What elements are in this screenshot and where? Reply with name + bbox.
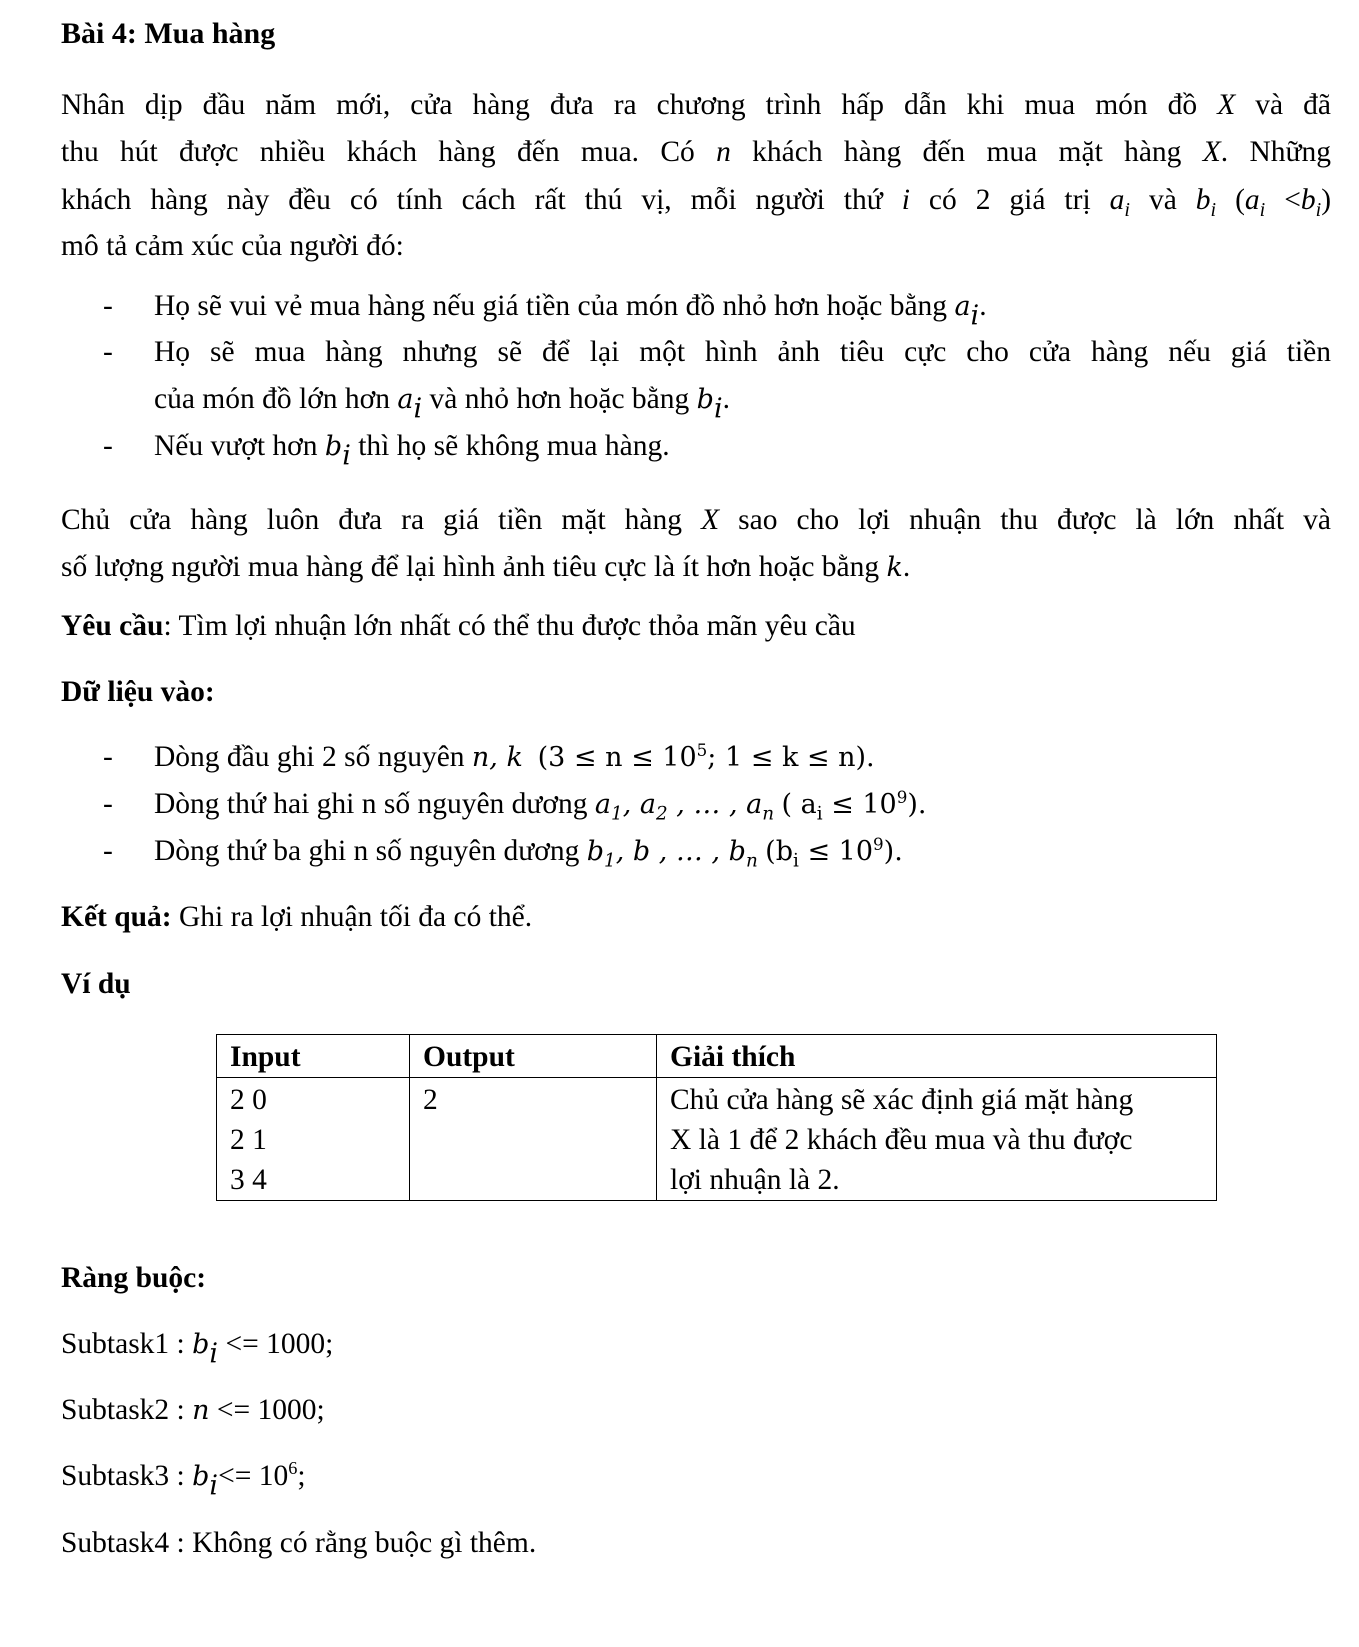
math-var: n: [716, 136, 731, 168]
math-var: b: [324, 431, 343, 462]
var: b: [1300, 184, 1316, 216]
problem-title: Bài 4: Mua hàng: [61, 17, 276, 50]
text: Chủ cửa hàng luôn đưa ra giá tiền mặt hàng: [61, 504, 702, 536]
input-line: 3 4: [230, 1164, 267, 1196]
subscript: i: [1259, 199, 1266, 222]
output-label: Kết quả:: [61, 901, 172, 933]
subscript: i: [970, 300, 980, 332]
table-header-row: [217, 1035, 1217, 1078]
math-var: [1244, 184, 1266, 222]
math-var: X: [1202, 136, 1221, 168]
math-var: a: [954, 291, 971, 322]
math-var: [1109, 184, 1130, 222]
text: thì họ sẽ không mua hàng.: [350, 430, 670, 462]
explanation-line: lợi nhuận là 2.: [670, 1164, 840, 1196]
behavior-text: [154, 290, 987, 332]
var: a: [1244, 184, 1260, 216]
constraint: ( $a_i \le 10^9$).: [781, 786, 927, 825]
subtask-text: <= 1000;: [209, 1394, 325, 1426]
math-var: a: [397, 384, 414, 415]
text: ): [1321, 184, 1332, 216]
text: <: [1265, 184, 1301, 216]
text: .: [902, 551, 911, 583]
var: b: [1195, 184, 1211, 216]
text: của món đồ lớn hơn: [154, 383, 398, 415]
header-input: Input: [217, 1035, 410, 1078]
output-cell: 2: [410, 1078, 657, 1201]
bullet-dash: -: [103, 835, 113, 867]
text: . Những: [1220, 136, 1331, 168]
requirement-label: Yêu cầu: [61, 610, 164, 642]
explanation-line: X là 1 để 2 khách đều mua và thu được: [670, 1124, 1133, 1156]
text: thu hút được nhiều khách hàng đến mua. Có: [61, 136, 717, 168]
text: khách hàng này đều có tính cách rất thú vị, mỗi người thứ: [61, 184, 902, 216]
intro-line-4: mô tả cảm xúc của người đó:: [61, 230, 404, 262]
subscript: i: [209, 1338, 219, 1370]
math-var: b: [192, 1461, 210, 1492]
text: Dòng đầu ghi 2 số nguyên: [154, 741, 472, 773]
bullet-dash: -: [103, 430, 113, 462]
constraints-heading: Ràng buộc:: [61, 1262, 207, 1294]
subtask-label: Subtask2 :: [61, 1394, 193, 1426]
subtask-1: [61, 1328, 334, 1370]
math-var: b: [696, 384, 714, 415]
subtask-2: [61, 1394, 325, 1427]
text: ( a: [781, 789, 817, 820]
var: b: [632, 836, 651, 867]
intro-line-3: [61, 176, 1331, 224]
header-output: Output: [410, 1035, 657, 1078]
text: Dòng thứ hai ghi n số nguyên dương: [154, 788, 595, 820]
input-line-text: [154, 833, 903, 872]
text: Nếu vượt hơn: [154, 430, 325, 462]
subscript: i: [413, 393, 423, 425]
bullet-dash: -: [103, 741, 113, 773]
behavior-text: [154, 383, 730, 425]
subscript: i: [342, 440, 351, 472]
text: (3 ≤ n ≤ 10: [537, 742, 697, 773]
constraint: [537, 739, 875, 773]
requirement: [61, 610, 856, 643]
input-line-text: [154, 786, 927, 825]
owner-line-1: [61, 496, 1331, 544]
math-var: [1300, 184, 1322, 222]
input-line-text: [154, 741, 875, 774]
bullet-dash: -: [103, 788, 113, 820]
text: khách hàng đến mua mặt hàng: [730, 136, 1203, 168]
subscript: i: [1210, 199, 1217, 222]
behavior-text: Họ sẽ mua hàng nhưng sẽ để lại một hình ảnh tiêu cực cho cửa hàng nếu giá tiền: [154, 336, 1331, 368]
superscript: 9: [896, 786, 908, 807]
math-var: X: [701, 504, 720, 536]
var: b: [728, 836, 746, 867]
subtask-label: Subtask3 :: [61, 1460, 193, 1492]
subtask-3: [61, 1458, 306, 1502]
subscript: i: [1124, 199, 1130, 222]
subscript: i: [713, 393, 723, 425]
subtask-label: Subtask1 :: [61, 1328, 193, 1360]
text: số lượng người mua hàng để lại hình ảnh tiêu cực là ít hơn hoặc bằng: [61, 551, 887, 583]
math-var: [1195, 184, 1217, 222]
text: ≤ 10: [798, 836, 874, 867]
text: Họ sẽ vui vẻ mua hàng nếu giá tiền của món đồ nhỏ hơn hoặc bằng: [154, 290, 955, 322]
input-line: 2 0: [230, 1084, 267, 1116]
superscript: 6: [288, 1458, 298, 1479]
text: sao cho lợi nhuận thu được là lớn nhất và: [719, 504, 1331, 536]
output-spec: [61, 901, 532, 934]
math-expr: $a_1$, $a_2$ , … , $a_n$: [594, 789, 775, 825]
intro-line-1: [61, 81, 1331, 129]
math-var: n: [192, 1395, 210, 1426]
var: a: [1109, 184, 1125, 216]
superscript: 9: [873, 833, 884, 854]
explanation-cell: [657, 1078, 1217, 1201]
var: a: [746, 789, 763, 820]
requirement-text: : Tìm lợi nhuận lớn nhất có thể thu được thỏa mãn yêu cầu: [163, 610, 856, 642]
math-var: i: [901, 184, 910, 216]
text: và đã: [1235, 89, 1331, 121]
explanation-line: Chủ cửa hàng sẽ xác định giá mặt hàng: [670, 1084, 1134, 1116]
text: và: [1129, 184, 1196, 216]
math-var: k: [886, 552, 903, 583]
intro-line-2: [61, 128, 1331, 176]
output-text: Ghi ra lợi nhuận tối đa có thể.: [171, 901, 533, 933]
input-cell: [217, 1078, 410, 1201]
subscript: i: [209, 1470, 219, 1502]
text: ; 1 ≤ k ≤ n).: [707, 742, 875, 773]
subtask-text: ;: [297, 1460, 306, 1492]
var: a: [639, 789, 656, 820]
subtask-text: <= 10: [218, 1460, 289, 1492]
owner-line-2: [61, 543, 1331, 592]
subtask-label: Subtask4 :: [61, 1527, 193, 1559]
subscript: i: [1315, 199, 1322, 222]
text: Nhân dịp đầu năm mới, cửa hàng đưa ra chương trình hấp dẫn khi mua món đồ: [61, 89, 1218, 121]
input-heading: Dữ liệu vào:: [61, 676, 215, 708]
text: ).: [883, 836, 903, 867]
text: (b: [765, 836, 793, 867]
math-var: b: [192, 1329, 210, 1360]
input-line: 2 1: [230, 1124, 267, 1156]
text: ≤ 10: [822, 789, 897, 820]
superscript: 5: [696, 739, 708, 760]
subtask-4: [61, 1527, 536, 1560]
text: và nhỏ hơn hoặc bằng: [422, 383, 697, 415]
var: b: [586, 836, 604, 867]
header-explanation: Giải thích: [657, 1035, 1217, 1078]
text: Dòng thứ ba ghi n số nguyên dương: [154, 835, 587, 867]
var: a: [594, 789, 611, 820]
behavior-text: [154, 430, 670, 472]
subtask-text: <= 1000;: [218, 1328, 334, 1360]
example-heading: Ví dụ: [61, 968, 131, 1000]
table-row: [217, 1078, 1217, 1201]
math-expr: n, k: [471, 742, 523, 773]
math-expr: $b_1$, b , … , $b_n$: [586, 836, 758, 872]
subtask-text: Không có rằng buộc gì thêm.: [192, 1527, 537, 1559]
bullet-dash: -: [103, 336, 113, 368]
text: (: [1216, 184, 1245, 216]
math-var: X: [1217, 89, 1236, 121]
bullet-dash: -: [103, 290, 113, 322]
text: ).: [907, 789, 927, 820]
text: .: [979, 290, 987, 322]
constraint: $(b_i \le 10^9)$.: [765, 833, 903, 872]
text: có 2 giá trị: [909, 184, 1110, 216]
text: .: [722, 383, 730, 415]
example-table: [216, 1034, 1217, 1201]
